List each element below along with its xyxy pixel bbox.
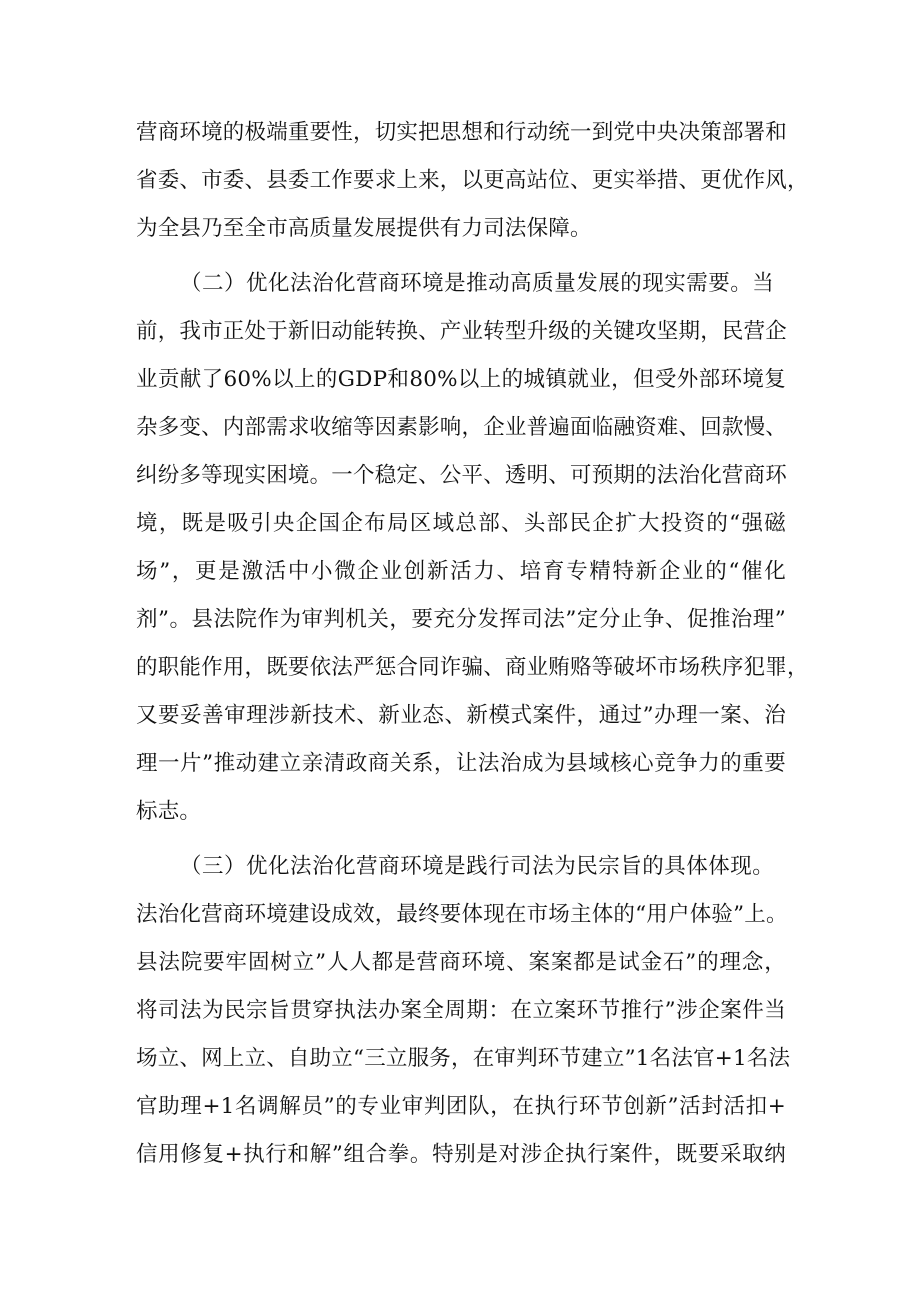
text-line-5: 前，我市正处于新旧动能转换、产业转型升级的关键攻坚期，民营企 [136,319,788,344]
text-line-11: 剂”。县法院作为审判机关，要充分发挥司法”定分止争、促推治理” [136,607,786,632]
text-line-14: 理一片”推动建立亲清政商关系，让法治成为县域核心竞争力的重要 [136,751,786,776]
text-line-15: 标志。 [136,799,202,824]
text-line-7: 杂多变、内部需求收缩等因素影响，企业普遍面临融资难、回款慢、 [136,415,788,440]
text-line-8: 纠纷多等现实困境。一个稳定、公平、透明、可预期的法治化营商环 [136,463,788,488]
text-line-4: （二）优化法治化营商环境是推动高质量发展的现实需要。当 [180,271,774,296]
text-line-6: 业贡献了60%以上的GDP和80%以上的城镇就业，但受外部环境复 [136,367,786,392]
text-line-19: 将司法为民宗旨贯穿执法办案全周期：在立案环节推行”涉企案件当 [136,998,786,1023]
text-line-13: 又要妥善审理涉新技术、新业态、新模式案件，通过”办理一案、治 [136,703,786,728]
text-line-17: 法治化营商环境建设成效，最终要体现在市场主体的“用户体验”上。 [136,902,788,927]
text-line-18: 县法院要牢固树立”人人都是营商环境、案案都是试金石”的理念， [136,950,786,975]
text-line-1: 营商环境的极端重要性，切实把思想和行动统一到党中央决策部署和 [136,120,788,145]
text-line-21: 官助理+1名调解员”的专业审判团队，在执行环节创新”活封活扣+ [136,1094,786,1119]
text-line-10: 场”，更是激活中小微企业创新活力、培育专精特新企业的“催化 [136,559,786,584]
text-line-16: （三）优化法治化营商环境是践行司法为民宗旨的具体体现。 [180,854,774,879]
text-line-2: 省委、市委、县委工作要求上来，以更高站位、更实举措、更优作风， [136,168,809,193]
text-line-9: 境，既是吸引央企国企布局区域总部、头部民企扩大投资的“强磁 [136,511,786,536]
text-line-22: 信用修复+执行和解”组合拳。特别是对涉企执行案件，既要采取纳 [136,1142,786,1167]
text-line-20: 场立、网上立、自助立“三立服务，在审判环节建立”1名法官+1名法 [136,1046,791,1071]
text-line-12: 的职能作用，既要依法严惩合同诈骗、商业贿赂等破坏市场秩序犯罪， [136,655,809,680]
text-line-3: 为全县乃至全市高质量发展提供有力司法保障。 [136,216,592,241]
